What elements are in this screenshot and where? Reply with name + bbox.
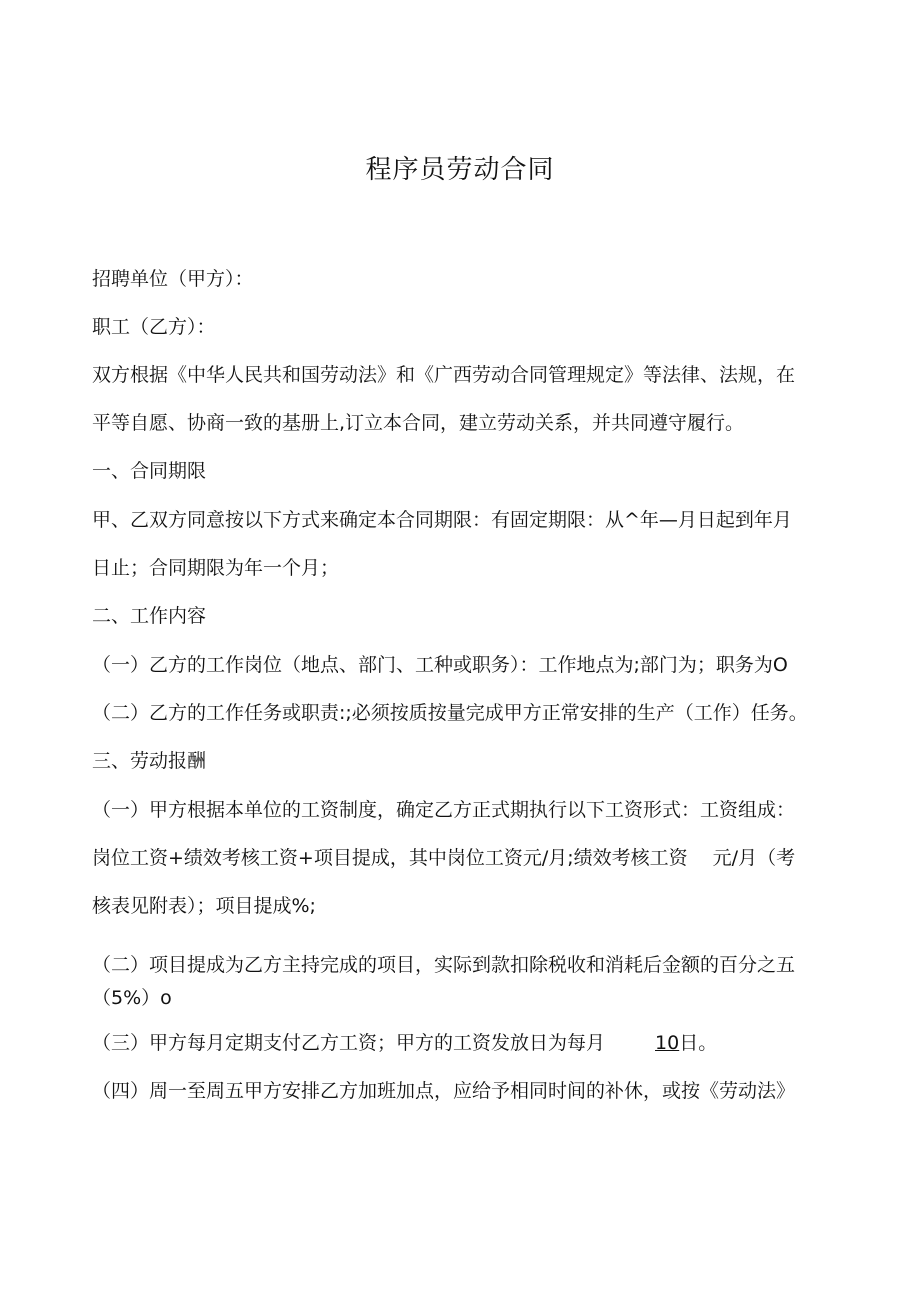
pay-day-suffix: 日。 (679, 1032, 718, 1054)
pay-day-value: 10 (655, 1032, 680, 1054)
commission-line-2: （5%）o (92, 987, 172, 1009)
pay-form-line-2: 岗位工资+绩效考核工资+项目提成，其中岗位工资元/月;绩效考核工资 元/月（考 (92, 847, 796, 869)
employee-line: 职工（乙方）： (92, 316, 216, 338)
employer-line: 招聘单位（甲方）： (92, 268, 254, 290)
pay-form-line-1: （一）甲方根据本单位的工资制度，确定乙方正式期执行以下工资形式：工资组成： (92, 799, 796, 821)
section-heading-pay: 三、劳动报酬 (92, 750, 207, 772)
pay-form-line-3: 核表见附表）；项目提成%; (92, 895, 316, 917)
pay-day-line (92, 1028, 852, 1058)
commission-line-1: （二）项目提成为乙方主持完成的项目，实际到款扣除税收和消耗后金额的百分之五 (92, 954, 796, 976)
section-heading-term: 一、合同期限 (92, 460, 207, 482)
preamble-line-2: 平等自愿、协商一致的基册上,订立本合同，建立劳动关系，并共同遵守履行。 (92, 412, 745, 434)
term-line-2: 日止；合同期限为年一个月； (92, 557, 340, 579)
term-line-1: 甲、乙双方同意按以下方式来确定本合同期限：有固定期限：从^年—月日起到年月 (92, 509, 792, 531)
document-title: 程序员劳动合同 (365, 155, 555, 185)
section-heading-work: 二、工作内容 (92, 605, 207, 627)
preamble-line-1: 双方根据《中华人民共和国劳动法》和《广西劳动合同管理规定》等法律、法规，在 (92, 364, 796, 386)
work-position-line: （一）乙方的工作岗位（地点、部门、工种或职务）：工作地点为;部门为；职务为O (92, 654, 788, 676)
pay-day-prefix: （三）甲方每月定期支付乙方工资；甲方的工资发放日为每月 (92, 1032, 606, 1054)
work-duty-line: （二）乙方的工作任务或职责:;必须按质按量完成甲方正常安排的生产（工作）任务。 (92, 702, 808, 724)
overtime-line: （四）周一至周五甲方安排乙方加班加点，应给予相同时间的补休，或按《劳动法》 (92, 1080, 796, 1102)
